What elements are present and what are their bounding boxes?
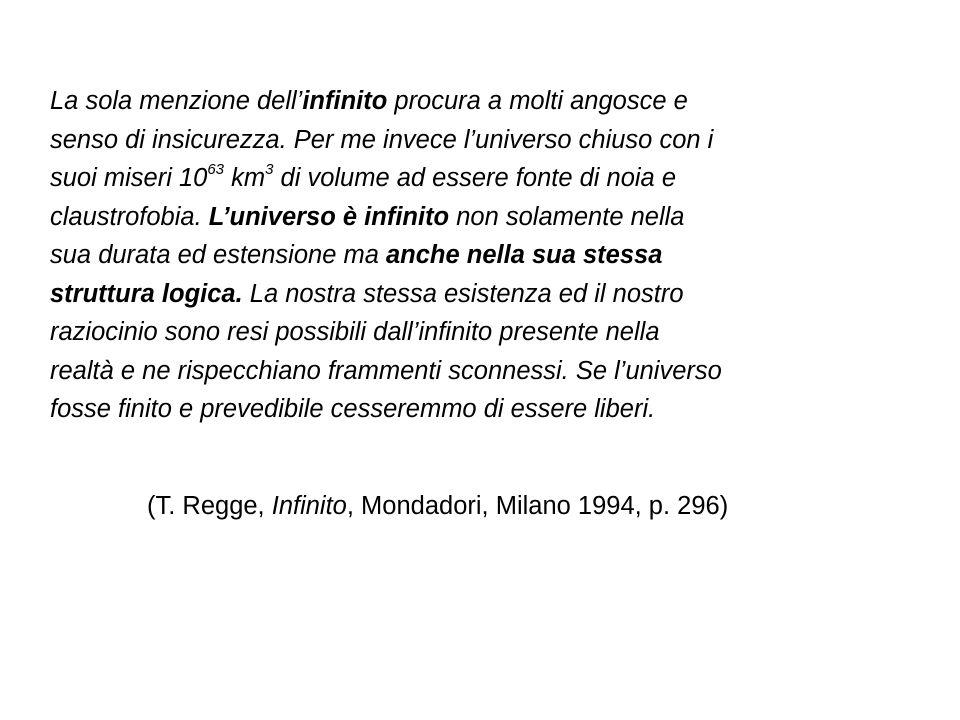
emphasis-universo-infinito: L’universo è infinito xyxy=(208,202,450,231)
quote-line-4: claustrofobia. L’universo è infinito non solamente nella xyxy=(50,202,685,231)
quote-line-1: La sola menzione dell’infinito procura a molti angosce e xyxy=(50,87,688,115)
quote-line-5: sua durata ed estensione ma anche nella sua stessa xyxy=(50,241,663,269)
quote-line-8: realtà e ne rispecchiano frammenti sconnessi. Se l’universo xyxy=(50,356,722,385)
quote-line-9: fosse finito e prevedibile cesseremmo di essere liberi. xyxy=(50,395,656,423)
quote-line-7: raziocinio sono resi possibili dall’infinito presente nella xyxy=(50,318,660,346)
citation-book-title: Infinito xyxy=(271,492,347,520)
quote-line-2: senso di insicurezza. Per me invece l’universo chiuso con i xyxy=(50,125,714,154)
exponent-3: 3 xyxy=(265,160,274,178)
quote-line-6: struttura logica. La nostra stessa esistenza ed il nostro xyxy=(50,279,684,308)
quote-line-3: suoi miseri $10^{63}$ $km^3$ di volume ad essere fonte di noia e xyxy=(50,160,677,192)
quote-paragraph xyxy=(50,82,910,429)
emphasis-struttura-logica-start: anche nella sua stessa xyxy=(385,241,663,269)
emphasis-struttura-logica-end: struttura logica. xyxy=(50,279,243,308)
emphasis-infinito: infinito xyxy=(302,87,388,115)
citation: (T. Regge, Infinito, Mondadori, Milano 1994, p. 296) xyxy=(147,492,729,520)
exponent-63: 63 xyxy=(207,160,224,178)
